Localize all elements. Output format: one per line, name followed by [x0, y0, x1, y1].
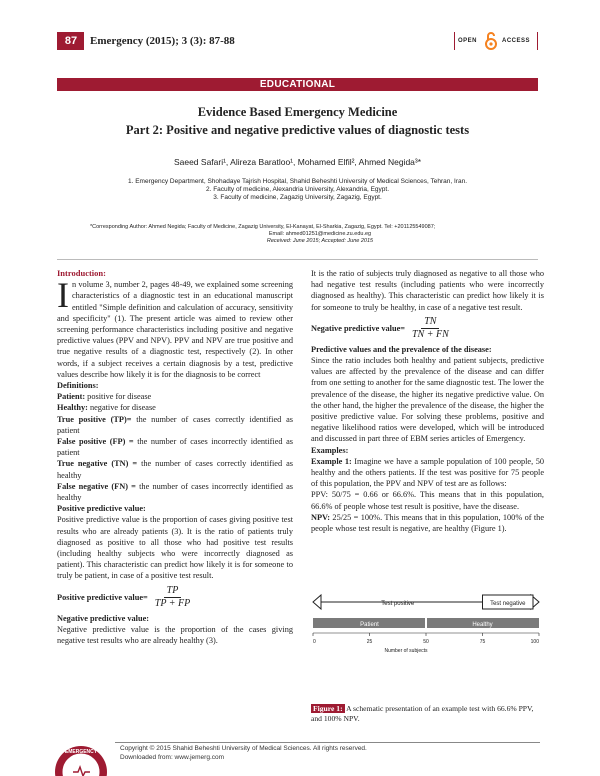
- arrow-head-left: [313, 595, 321, 609]
- figure-1-diagram: [311, 590, 541, 690]
- ppv-paragraph: Positive predictive value is the proportion of cases giving positive test results who are already patients (3). It is the ratio of patients truly diagnosed as positive to all those who had positive test results (including healthy subjects who were incorrectly diagnosed as patient). This characteristic can predict how likely it is for someone to truly be patient, in case of a positive test result.: [57, 515, 293, 581]
- introduction-heading: Introduction:: [57, 268, 106, 278]
- definition-item: Healthy: negative for disease: [57, 403, 156, 413]
- title-line-1: Evidence Based Emergency Medicine: [197, 105, 398, 119]
- healthy-label: Healthy: [472, 622, 493, 628]
- ppv-calculation: PPV: 50/75 = 0.66 or 66.6%. This means that in this population, 66.6% of people whose test result is positive, have the disease.: [311, 490, 544, 511]
- npv-heading: Negative predictive value:: [57, 613, 150, 623]
- npv-calculation: NPV: 25/25 = 100%. This means that in this population, 100% of the people whose test result is negative, are healthy (Figure 1).: [311, 512, 544, 534]
- axis-tick-label: 25: [366, 639, 373, 645]
- title-line-2: Part 2: Positive and negative predictive values of diagnostic tests: [125, 123, 470, 137]
- test-positive-label: Test positive: [381, 601, 415, 607]
- correspondence-author: *Corresponding Author: Ahmed Negida; Faculty of Medicine, Zagazig University, El-Kanayat, El-Sharkia, Zagazig, Egypt. Tel: +201125549087;: [90, 224, 436, 230]
- affiliation-1: 1. Emergency Department, Shohadaye Tajrish Hospital, Shahid Beheshti University of Medical Sciences, Tehran, Iran.: [127, 178, 468, 185]
- definitions-heading: Definitions:: [57, 381, 99, 391]
- correspondence: [90, 224, 550, 246]
- ppv-heading: Positive predictive value:: [57, 504, 146, 514]
- divider: [57, 259, 538, 260]
- footer: [120, 745, 367, 762]
- seal-text: EMERGENCY: [64, 749, 98, 755]
- axis-tick-label: 0: [313, 639, 316, 645]
- axis-title: Number of subjects: [384, 648, 428, 654]
- definition-item: Patient: positive for disease: [57, 392, 152, 402]
- npv-denominator: TN + FN: [411, 328, 449, 340]
- emergency-journal-seal: [52, 740, 110, 776]
- page-number: 87: [64, 35, 78, 47]
- affiliation-3: 3. Faculty of medicine, Zagazig University, Zagazig, Egypt.: [213, 194, 382, 201]
- npv-numerator: TN: [421, 316, 439, 329]
- ppv-formula: Positive predictive value= $\frac{TP}{TP + FP}$: [57, 585, 293, 610]
- introduction-paragraph: In volume 3, number 2, pages 48-49, we explained some screening characteristics of a diagnostic test in an educational manuscript entitled "Simple definition and calculation of accuracy, sensitivity and specificity" (1). The present article was aimed to review other screening performance characteristics including positive and negative predictive values (PPV and NPV). PPV and NPV are true positive and true negative results of a diagnostic test, respectively (2). In other words, if a subject receives a certain diagnosis by a test, predictive values describe how likely it is for the diagnosis to be correct: [57, 275, 293, 379]
- test-negative-label: Test negative: [490, 601, 526, 607]
- open-access-access-label: ACCESS: [502, 38, 531, 44]
- footer-rule: [115, 742, 540, 743]
- open-access-open-label: OPEN: [458, 38, 478, 44]
- definition-item: True negative (TN) = the number of cases correctly identified as healthy: [57, 459, 293, 480]
- right-column: [311, 268, 544, 534]
- definition-item: False negative (FN) = the number of cases incorrectly identified as healthy: [57, 481, 293, 503]
- prevalence-heading: Predictive values and the prevalence of the disease:: [311, 344, 492, 354]
- definition-item: False positive (FP) = the number of cases incorrectly identified as patient: [57, 437, 293, 458]
- left-column: [57, 268, 293, 646]
- open-access-lock-icon: [484, 31, 498, 51]
- npv-formula: Negative predictive value= $\frac{TN}{TN + FN}$: [311, 316, 544, 341]
- dropcap: I: [57, 275, 69, 316]
- axis-tick-label: 100: [530, 639, 539, 645]
- section-label: EDUCATIONAL: [57, 78, 538, 91]
- figure-1: [311, 590, 541, 690]
- ppv-numerator: TP: [164, 585, 182, 598]
- figure-1-caption: Figure 1: A schematic presentation of an example test with 66.6% PPV, and 100% NPV.: [311, 704, 534, 723]
- definition-item: True positive (TP)= the number of cases correctly identified as patient: [57, 414, 293, 435]
- npv-paragraph: Negative predictive value is the proportion of the cases giving negative test results who are already healthy (3).: [57, 624, 293, 646]
- example-1-paragraph: Example 1: Imagine we have a sample population of 100 people, 50 healthy and the others patients. If the test was positive for 75 people of this population, the PPV and NPV of test are as follows:: [311, 456, 544, 489]
- figure-1-tag: Figure 1:: [313, 704, 343, 713]
- patient-label: Patient: [360, 622, 379, 628]
- download-source: Downloaded from: www.jemerg.com: [120, 753, 225, 761]
- authors: Saeed Safari¹, Alireza Baratloo¹, Mohamed Elfil², Ahmed Negida³*: [173, 157, 422, 167]
- examples-heading: Examples:: [311, 445, 349, 455]
- ppv-denominator: TP + FP: [154, 597, 191, 609]
- received-accepted: Received: June 2015; Accepted: June 2015: [266, 238, 374, 245]
- journal-citation: Emergency (2015); 3 (3): 87-88: [90, 35, 235, 47]
- npv-paragraph-continued: It is the ratio of subjects truly diagnosed as negative to all those who had negative test results (including patients who were incorrectly diagnosed as healthy). This characteristic can predict how likely it is for someone to truly be healthy, in case of a negative test result.: [311, 269, 544, 312]
- affiliation-2: 2. Faculty of medicine, Alexandria University, Alexandria, Egypt.: [205, 186, 390, 193]
- prevalence-paragraph: Since the ratio includes both healthy and patient subjects, predictive values are affected by the prevalence of the disease and can differ from one setting to another for the same diagnostic test. The lower the prevalence of the disease, the higher its negative predictive value. On the other hand, the higher the prevalence of the disease, the higher the positive predictive value. For solving these problems, positive and negative likelihood ratios were developed, which will be introduced and discussed in part three of EBM series articles of Emergency.: [311, 356, 544, 444]
- copyright: Copyright © 2015 Shahid Beheshti University of Medical Sciences. All rights reserved.: [120, 745, 367, 752]
- open-access-badge: [455, 30, 537, 52]
- correspondence-email: Email: ahmed01251@medicine.zu.edu.eg: [268, 231, 372, 238]
- axis-tick-label: 75: [479, 639, 486, 645]
- axis-tick-label: 50: [423, 639, 429, 645]
